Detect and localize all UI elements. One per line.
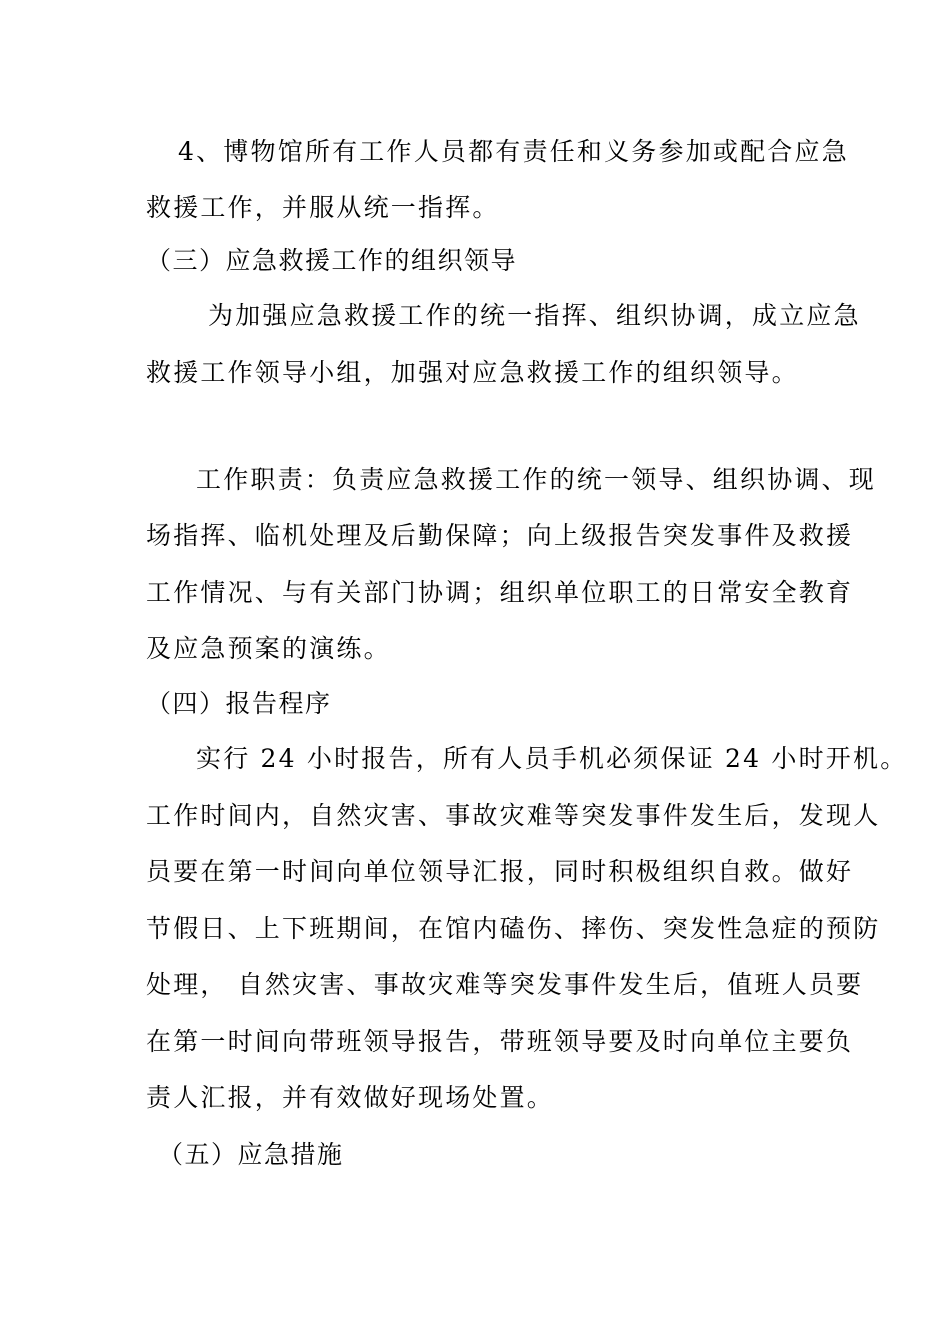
item4-line2: 救援工作，并服从统一指挥。	[146, 193, 500, 222]
section4-line1: 实行 24 小时报告，所有人员手机必须保证 24 小时开机。	[196, 744, 908, 773]
section3-para2-line3: 工作情况、与有关部门协调；组织单位职工的日常安全教育	[146, 578, 854, 607]
section3-para2-line1: 工作职责：负责应急救援工作的统一领导、组织协调、现	[196, 465, 877, 494]
section4-line3: 员要在第一时间向单位领导汇报，同时积极组织自救。做好	[146, 857, 854, 886]
section5-heading: （五）应急措施	[158, 1140, 344, 1169]
section4-line5: 处理， 自然灾害、事故灾难等突发事件发生后，值班人员要	[146, 970, 864, 999]
section3-para2-line4: 及应急预案的演练。	[146, 634, 391, 663]
section3-para2-line2: 场指挥、临机处理及后勤保障；向上级报告突发事件及救援	[146, 521, 854, 550]
section3-heading: （三）应急救援工作的组织领导	[146, 246, 518, 275]
section3-para1-line2: 救援工作领导小组，加强对应急救援工作的组织领导。	[146, 358, 799, 387]
section4-line4: 节假日、上下班期间，在馆内磕伤、摔伤、突发性急症的预防	[146, 914, 881, 943]
item4-line1: 4、博物馆所有工作人员都有责任和义务参加或配合应急	[178, 137, 849, 166]
section4-line2: 工作时间内，自然灾害、事故灾难等突发事件发生后，发现人	[146, 801, 881, 830]
section4-line7: 责人汇报，并有效做好现场处置。	[146, 1083, 555, 1112]
section4-line6: 在第一时间向带班领导报告，带班领导要及时向单位主要负	[146, 1027, 854, 1056]
section4-heading: （四）报告程序	[146, 689, 332, 718]
section3-para1-line1: 为加强应急救援工作的统一指挥、组织协调，成立应急	[208, 301, 861, 330]
